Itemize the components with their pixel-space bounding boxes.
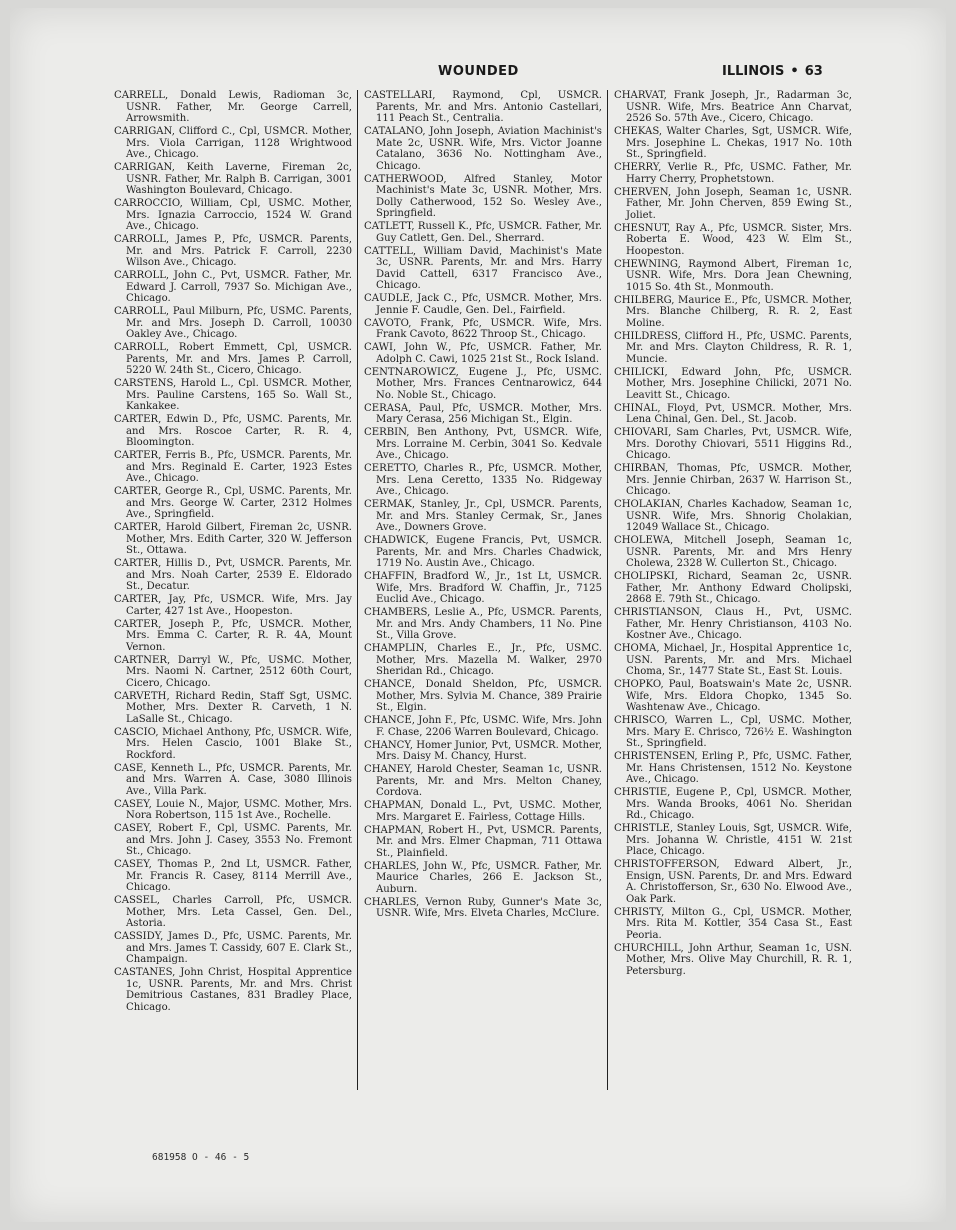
column-rule	[607, 90, 608, 1090]
casualty-entry: CHERRY, Verlie R., Pfc, USMC. Father, Mr. Harry Cherry, Prophetstown.	[614, 162, 852, 185]
page-number: 63	[804, 64, 823, 79]
casualty-column-3	[614, 90, 852, 979]
casualty-entry: CHANEY, Harold Chester, Seaman 1c, USNR. Parents, Mr. and Mrs. Melton Chaney, Cordova.	[364, 764, 602, 798]
casualty-entry: CHADWICK, Eugene Francis, Pvt, USMCR. Parents, Mr. and Mrs. Charles Chadwick, 1719 No. Austin Ave., Chicago.	[364, 535, 602, 569]
casualty-entry: CARVETH, Richard Redin, Staff Sgt, USMC. Mother, Mrs. Dexter R. Carveth, 1 N. LaSalle St., Chicago.	[114, 690, 352, 725]
casualty-entry: CARTNER, Darryl W., Pfc, USMC. Mother, Mrs. Naomi N. Cartner, 2512 60th Court, Cicero, Chicago.	[114, 654, 352, 689]
casualty-entry: CERMAK, Stanley, Jr., Cpl, USMCR. Parents, Mr. and Mrs. Stanley Cermak, Sr., Janes Ave., Downers Grove.	[364, 499, 602, 533]
casualty-entry: CARSTENS, Harold L., Cpl. USMCR. Mother, Mrs. Pauline Carstens, 165 So. Wall St., Kankakee.	[114, 378, 352, 412]
casualty-entry: CATHERWOOD, Alfred Stanley, Motor Machinist's Mate 3c, USNR. Mother, Mrs. Dolly Catherwood, 152 So. Wesley Ave., Springfield.	[364, 173, 602, 219]
casualty-entry: CASEY, Thomas P., 2nd Lt, USMCR. Father, Mr. Francis R. Casey, 8114 Merrill Ave., Chicago.	[114, 859, 352, 893]
casualty-entry: CHARLES, Vernon Ruby, Gunner's Mate 3c, USNR. Wife, Mrs. Elveta Charles, McClure.	[364, 896, 602, 919]
casualty-entry: CHOLEWA, Mitchell Joseph, Seaman 1c, USNR. Parents, Mr. and Mrs Henry Cholewa, 2328 W. Cullerton St., Chicago.	[614, 535, 852, 569]
casualty-entry: CHAMPLIN, Charles E., Jr., Pfc, USMC. Mother, Mrs. Mazella M. Walker, 2970 Sheridan Rd., Chicago.	[364, 643, 602, 677]
casualty-entry: CARROLL, Robert Emmett, Cpl, USMCR. Parents, Mr. and Mrs. James P. Carroll, 5220 W. 24th St., Cicero, Chicago.	[114, 342, 352, 376]
casualty-entry: CHRISTIE, Eugene P., Cpl, USMCR. Mother, Mrs. Wanda Brooks, 4061 No. Sheridan Rd., Chicago.	[614, 787, 852, 821]
casualty-entry: CHANCE, Donald Sheldon, Pfc, USMCR. Mother, Mrs. Sylvia M. Chance, 389 Prairie St., Elgin.	[364, 679, 602, 713]
casualty-entry: CHARVAT, Frank Joseph, Jr., Radarman 3c, USNR. Wife, Mrs. Beatrice Ann Charvat, 2526 So. 57th Ave., Cicero, Chicago.	[614, 90, 852, 124]
casualty-entry: CHAMBERS, Leslie A., Pfc, USMCR. Parents, Mr. and Mrs. Andy Chambers, 11 No. Pine St., Villa Grove.	[364, 607, 602, 641]
casualty-entry: CASEY, Louie N., Major, USMC. Mother, Mrs. Nora Robertson, 115 1st Ave., Rochelle.	[114, 798, 352, 821]
casualty-entry: CHRISTY, Milton G., Cpl, USMCR. Mother, Mrs. Rita M. Kottler, 354 Casa St., East Peoria.	[614, 906, 852, 941]
casualty-entry: CHRISCO, Warren L., Cpl, USMC. Mother, Mrs. Mary E. Chrisco, 726½ E. Washington St., Springfield.	[614, 715, 852, 749]
casualty-entry: CHOMA, Michael, Jr., Hospital Apprentice 1c, USN. Parents, Mr. and Mrs. Michael Choma, Sr., 1477 State St., East St. Louis.	[614, 643, 852, 677]
casualty-entry: CHRISTOFFERSON, Edward Albert, Jr., Ensign, USN. Parents, Dr. and Mrs. Edward A. Christofferson, Sr., 630 No. Elwood Ave., Oak Park.	[614, 859, 852, 905]
casualty-entry: CASTELLARI, Raymond, Cpl, USMCR. Parents, Mr. and Mrs. Antonio Castellari, 111 Peach St., Centralia.	[364, 90, 602, 124]
running-header	[722, 64, 823, 79]
casualty-entry: CHILDRESS, Clifford H., Pfc, USMC. Parents, Mr. and Mrs. Clayton Childress, R. R. 1, Muncie.	[614, 330, 852, 365]
column-rule	[357, 90, 358, 1090]
header-bullet: •	[790, 64, 799, 79]
casualty-entry: CHARLES, John W., Pfc, USMCR. Father, Mr. Maurice Charles, 266 E. Jackson St., Auburn.	[364, 860, 602, 895]
casualty-entry: CHILBERG, Maurice E., Pfc, USMCR. Mother, Mrs. Blanche Chilberg, R. R. 2, East Moline.	[614, 294, 852, 329]
casualty-entry: CHOLIPSKI, Richard, Seaman 2c, USNR. Father, Mr. Anthony Edward Cholipski, 2868 E. 79th St., Chicago.	[614, 571, 852, 605]
casualty-entry: CARROLL, James P., Pfc, USMCR. Parents, Mr. and Mrs. Patrick F. Carroll, 2230 Wilson Ave., Chicago.	[114, 234, 352, 268]
casualty-entry: CAVOTO, Frank, Pfc, USMCR. Wife, Mrs. Frank Cavoto, 8622 Throop St., Chicago.	[364, 317, 602, 340]
casualty-entry: CAUDLE, Jack C., Pfc, USMCR. Mother, Mrs. Jennie F. Caudle, Gen. Del., Fairfield.	[364, 293, 602, 316]
casualty-entry: CHOLAKIAN, Charles Kachadow, Seaman 1c, USNR. Wife, Mrs. Shnorig Cholakian, 12049 Wallace St., Chicago.	[614, 499, 852, 533]
casualty-entry: CHRISTLE, Stanley Louis, Sgt, USMCR. Wife, Mrs. Johanna W. Christle, 4151 W. 21st Place, Chicago.	[614, 823, 852, 857]
casualty-entry: CARRIGAN, Clifford C., Cpl, USMCR. Mother, Mrs. Viola Carrigan, 1128 Wrightwood Ave., Chicago.	[114, 126, 352, 160]
casualty-entry: CHAPMAN, Robert H., Pvt, USMCR. Parents, Mr. and Mrs. Elmer Chapman, 711 Ottawa St., Plainfield.	[364, 824, 602, 859]
casualty-entry: CHOPKO, Paul, Boatswain's Mate 2c, USNR. Wife, Mrs. Eldora Chopko, 1345 So. Washtenaw Ave., Chicago.	[614, 679, 852, 713]
document-page	[10, 8, 946, 1222]
casualty-entry: CARTER, Joseph P., Pfc, USMCR. Mother, Mrs. Emma C. Carter, R. R. 4A, Mount Vernon.	[114, 618, 352, 653]
state-heading: ILLINOIS	[722, 64, 785, 79]
casualty-entry: CERBIN, Ben Anthony, Pvt, USMCR. Wife, Mrs. Lorraine M. Cerbin, 3041 So. Kedvale Ave., Chicago.	[364, 427, 602, 461]
casualty-entry: CHANCE, John F., Pfc, USMC. Wife, Mrs. John F. Chase, 2206 Warren Boulevard, Chicago.	[364, 715, 602, 738]
casualty-entry: CARROLL, Paul Milburn, Pfc, USMC. Parents, Mr. and Mrs. Joseph D. Carroll, 10030 Oakley Ave., Chicago.	[114, 306, 352, 340]
casualty-entry: CASE, Kenneth L., Pfc, USMCR. Parents, Mr. and Mrs. Warren A. Case, 3080 Illinois Ave., Villa Park.	[114, 762, 352, 797]
casualty-entry: CHRISTIANSON, Claus H., Pvt, USMC. Father, Mr. Henry Christianson, 4103 No. Kostner Ave., Chicago.	[614, 607, 852, 641]
casualty-entry: CARRELL, Donald Lewis, Radioman 3c, USNR. Father, Mr. George Carrell, Arrowsmith.	[114, 90, 352, 124]
casualty-entry: CARROCCIO, William, Cpl, USMC. Mother, Mrs. Ignazia Carroccio, 1524 W. Grand Ave., Chicago.	[114, 198, 352, 232]
casualty-entry: CHIOVARI, Sam Charles, Pvt, USMCR. Wife, Mrs. Dorothy Chiovari, 5511 Higgins Rd., Chicago.	[614, 427, 852, 461]
casualty-entry: CASCIO, Michael Anthony, Pfc, USMCR. Wife, Mrs. Helen Cascio, 1001 Blake St., Rockford.	[114, 726, 352, 761]
casualty-entry: CHEWNING, Raymond Albert, Fireman 1c, USNR. Wife, Mrs. Dora Jean Chewning, 1015 So. 4th St., Monmouth.	[614, 258, 852, 293]
casualty-entry: CARTER, Edwin D., Pfc, USMC. Parents, Mr. and Mrs. Roscoe Carter, R. R. 4, Bloomington.	[114, 414, 352, 448]
casualty-entry: CAWI, John W., Pfc, USMCR. Father, Mr. Adolph C. Cawi, 1025 21st St., Rock Island.	[364, 342, 602, 365]
casualty-entry: CATALANO, John Joseph, Aviation Machinist's Mate 2c, USNR. Wife, Mrs. Victor Joanne Catalano, 3636 No. Nottingham Ave., Chicago.	[364, 126, 602, 172]
casualty-entry: CARROLL, John C., Pvt, USMCR. Father, Mr. Edward J. Carroll, 7937 So. Michigan Ave., Chicago.	[114, 270, 352, 304]
casualty-entry: CARTER, Hillis D., Pvt, USMCR. Parents, Mr. and Mrs. Noah Carter, 2539 E. Eldorado St., Decatur.	[114, 558, 352, 592]
casualty-entry: CARTER, Harold Gilbert, Fireman 2c, USNR. Mother, Mrs. Edith Carter, 320 W. Jefferson St., Ottawa.	[114, 522, 352, 556]
casualty-entry: CASEY, Robert F., Cpl, USMC. Parents, Mr. and Mrs. John J. Casey, 3553 No. Fremont St., Chicago.	[114, 823, 352, 857]
casualty-entry: CHESNUT, Ray A., Pfc, USMCR. Sister, Mrs. Roberta E. Wood, 423 W. Elm St., Hoopeston.	[614, 222, 852, 257]
casualty-entry: CARRIGAN, Keith Laverne, Fireman 2c, USNR. Father, Mr. Ralph B. Carrigan, 3001 Washington Boulevard, Chicago.	[114, 162, 352, 196]
casualty-column-1	[114, 90, 352, 1015]
print-code: 681958 O - 46 - 5	[152, 1152, 250, 1163]
casualty-column-2	[364, 90, 602, 921]
casualty-entry: CHURCHILL, John Arthur, Seaman 1c, USN. Mother, Mrs. Olive May Churchill, R. R. 1, Petersburg.	[614, 942, 852, 977]
casualty-entry: CARTER, Jay, Pfc, USMCR. Wife, Mrs. Jay Carter, 427 1st Ave., Hoopeston.	[114, 594, 352, 617]
casualty-entry: CHAFFIN, Bradford W., Jr., 1st Lt, USMCR. Wife, Mrs. Bradford W. Chaffin, Jr., 7125 Euclid Ave., Chicago.	[364, 571, 602, 605]
casualty-entry: CASSEL, Charles Carroll, Pfc, USMCR. Mother, Mrs. Leta Cassel, Gen. Del., Astoria.	[114, 895, 352, 929]
casualty-entry: CARTER, Ferris B., Pfc, USMCR. Parents, Mr. and Mrs. Reginald E. Carter, 1923 Estes Ave., Chicago.	[114, 450, 352, 484]
casualty-entry: CARTER, George R., Cpl, USMC. Parents, Mr. and Mrs. George W. Carter, 2312 Holmes Ave., Springfield.	[114, 486, 352, 520]
casualty-entry: CHEKAS, Walter Charles, Sgt, USMCR. Wife, Mrs. Josephine L. Chekas, 1917 No. 10th St., Springfield.	[614, 126, 852, 160]
casualty-entry: CHRISTENSEN, Erling P., Pfc, USMC. Father, Mr. Hans Christensen, 1512 No. Keystone Ave., Chicago.	[614, 751, 852, 785]
casualty-entry: CHAPMAN, Donald L., Pvt, USMC. Mother, Mrs. Margaret E. Fairless, Cottage Hills.	[364, 800, 602, 823]
casualty-entry: CATTELL, William David, Machinist's Mate 3c, USNR. Parents, Mr. and Mrs. Harry David Cattell, 6317 Francisco Ave., Chicago.	[364, 245, 602, 291]
casualty-entry: CENTNAROWICZ, Eugene J., Pfc, USMC. Mother, Mrs. Frances Centnarowicz, 644 No. Noble St., Chicago.	[364, 366, 602, 401]
section-heading: WOUNDED	[438, 64, 519, 79]
casualty-entry: CASTANES, John Christ, Hospital Apprentice 1c, USNR. Parents, Mr. and Mrs. Christ Demitrious Castanes, 831 Bradley Place, Chicago.	[114, 967, 352, 1013]
casualty-entry: CERETTO, Charles R., Pfc, USMCR. Mother, Mrs. Lena Ceretto, 1335 No. Ridgeway Ave., Chicago.	[364, 463, 602, 497]
casualty-entry: CHILICKI, Edward John, Pfc, USMCR. Mother, Mrs. Josephine Chilicki, 2071 No. Leavitt St., Chicago.	[614, 366, 852, 401]
casualty-entry: CASSIDY, James D., Pfc, USMC. Parents, Mr. and Mrs. James T. Cassidy, 607 E. Clark St., Champaign.	[114, 931, 352, 965]
casualty-entry: CHERVEN, John Joseph, Seaman 1c, USNR. Father, Mr. John Cherven, 859 Ewing St., Joliet.	[614, 186, 852, 221]
casualty-entry: CHANCY, Homer Junior, Pvt, USMCR. Mother, Mrs. Daisy M. Chancy, Hurst.	[364, 739, 602, 762]
casualty-entry: CHIRBAN, Thomas, Pfc, USMCR. Mother, Mrs. Jennie Chirban, 2637 W. Harrison St., Chicago.	[614, 463, 852, 497]
casualty-entry: CERASA, Paul, Pfc, USMCR. Mother, Mrs. Mary Cerasa, 256 Michigan St., Elgin.	[364, 402, 602, 425]
casualty-entry: CHINAL, Floyd, Pvt, USMCR. Mother, Mrs. Lena Chinal, Gen. Del., St. Jacob.	[614, 402, 852, 425]
casualty-entry: CATLETT, Russell K., Pfc, USMCR. Father, Mr. Guy Catlett, Gen. Del., Sherrard.	[364, 221, 602, 244]
